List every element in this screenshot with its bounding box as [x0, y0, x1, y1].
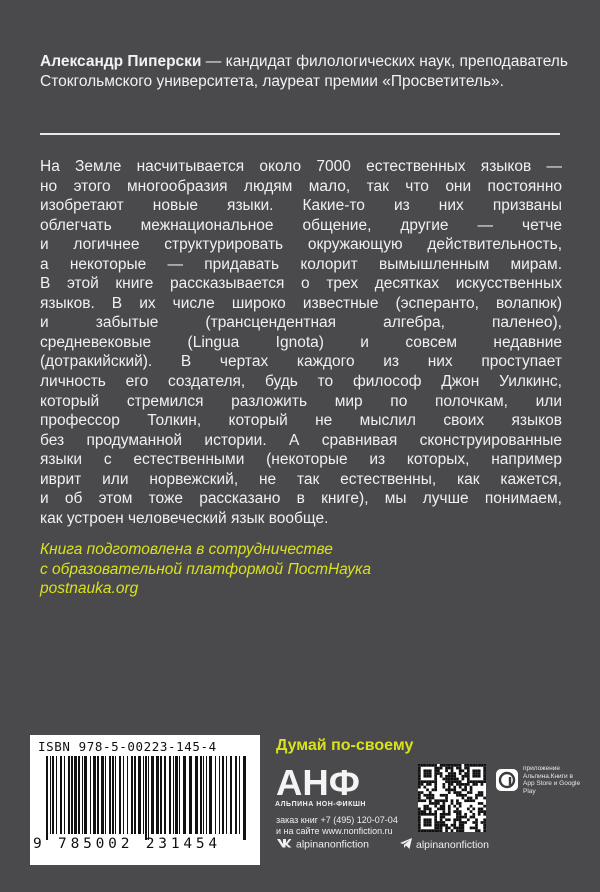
description-line: облегчать межнациональное общение, другие — четче — [40, 216, 562, 234]
description-line: языков. В их числе широко известные (эсперанто, волапюк) — [40, 294, 562, 312]
description-line: а некоторые — придавать колорит вымышленным мирам. — [40, 255, 562, 273]
description-line: языки с естественными (некоторые из которых, например — [40, 451, 562, 469]
partner-note — [40, 540, 440, 599]
publisher-name: АЛЬПИНА НОН-ФИКШН — [275, 801, 366, 808]
description-line: как устроен человеческий язык вообще. — [40, 509, 329, 527]
description-line: средневековые (Lingua Ignota) и совсем недавние — [40, 333, 562, 351]
book-description — [40, 157, 562, 528]
partner-line-2: с образовательной платформой ПостНаука — [40, 560, 371, 578]
isbn-text: ISBN 978-5-00223-145-4 — [38, 739, 217, 754]
app-promo-text: приложение Альпина.Книги в App Store и Google Play — [523, 765, 581, 795]
anf-logo — [276, 765, 360, 799]
author-bio — [40, 52, 570, 92]
vk-link[interactable] — [276, 838, 369, 851]
description-line: личность его создателя, будь то философ Джон Уилкинс, — [40, 373, 562, 391]
description-line: и забытые (трансцендентная алгебра, паленео), — [40, 314, 562, 332]
description-line: иврит или норвежский, не так естественны, как кажется, — [40, 470, 562, 488]
vk-icon — [276, 838, 292, 851]
description-line: В этой книге рассказывается о трех десятках искусственных — [40, 275, 562, 293]
description-line: и логичнее структурировать окружающую действительность, — [40, 236, 562, 254]
divider — [40, 133, 560, 135]
description-line: профессор Толкин, который не мыслил своих языков — [40, 412, 562, 430]
publisher-slogan: Думай по-своему — [276, 737, 414, 754]
description-line: который стремился разложить мир по полочкам, или — [40, 392, 562, 410]
app-icon — [496, 769, 518, 791]
description-line: но этого многообразия людям мало, так что они постоянно — [40, 177, 562, 195]
description-line: без продуманной истории. А сравнивая сконструированные — [40, 431, 562, 449]
description-line: и об этом тоже рассказано в книге), мы лучше понимаем, — [40, 490, 562, 508]
qr-code — [418, 764, 486, 832]
description-line: изобретают новые языки. Какие-то из них призваны — [40, 197, 562, 215]
partner-site: postnauka.org — [40, 580, 139, 597]
partner-line-1: Книга подготовлена в сотрудничестве — [40, 541, 333, 558]
barcode-digits: 9 785002 231454 — [33, 836, 221, 852]
order-site: и на сайте www.nonfiction.ru — [276, 826, 393, 836]
author-name: Александр Пиперски — [40, 53, 202, 70]
barcode — [46, 756, 250, 840]
telegram-icon — [400, 838, 412, 852]
description-line: (дотракийский). В чертах каждого из них проступает — [40, 353, 562, 371]
vk-handle: alpinanonfiction — [296, 838, 369, 851]
svg-text:АНФ: АНФ — [276, 765, 360, 799]
order-phone: заказ книг +7 (495) 120-07-04 — [276, 815, 398, 825]
order-info — [276, 815, 398, 837]
author-description: — кандидат филологических наук, преподаватель Стокгольмского университета, лауреат премии «Просветитель». — [40, 53, 568, 90]
description-line: На Земле насчитывается около 7000 естественных языков — — [40, 158, 562, 175]
telegram-link[interactable] — [400, 838, 489, 852]
telegram-handle: alpinanonfiction — [416, 838, 489, 851]
